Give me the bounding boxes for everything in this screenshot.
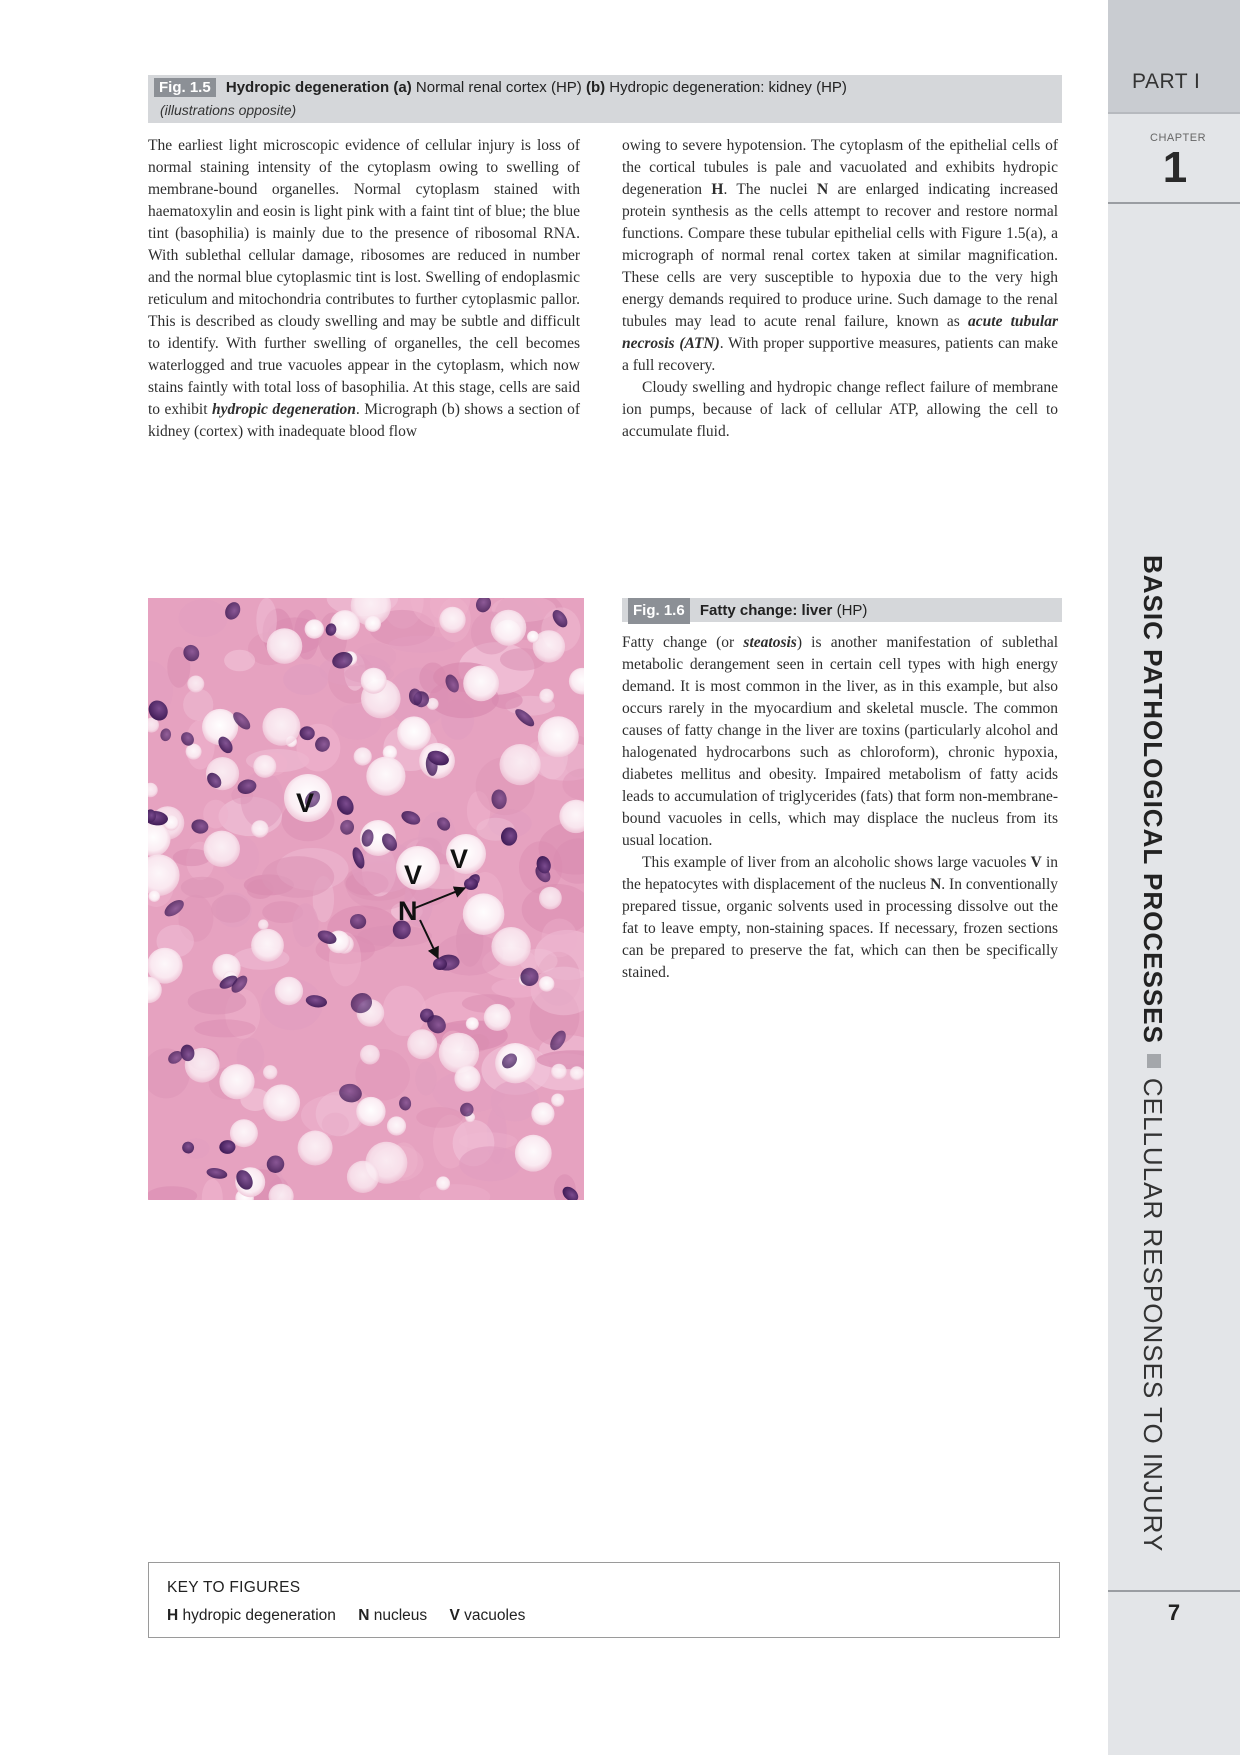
fig-1-6-caption: [622, 598, 1062, 622]
text-run: in the hepatocytes with displacement of the nucleus: [622, 854, 1059, 893]
key-letter-n: N: [816, 181, 829, 198]
vacuole: [463, 666, 499, 702]
vacuole: [538, 716, 579, 757]
key-items: [167, 1607, 543, 1625]
key-letter-v: V: [1030, 854, 1042, 871]
vacuole: [397, 716, 431, 750]
micrograph-label-n: N: [398, 896, 418, 926]
key-item: [449, 1607, 525, 1624]
micrograph-label-v: V: [296, 788, 315, 818]
fig-1-5-paragraph: [148, 135, 580, 443]
cytoplasm-patch: [211, 895, 250, 923]
key-letter-h: H: [711, 181, 724, 198]
vacuole: [251, 820, 268, 837]
fig-1-6-paragraph-1: [622, 632, 1058, 852]
vacuole: [515, 1135, 552, 1172]
key-letter: V: [449, 1607, 460, 1624]
cytoplasm-patch: [283, 664, 328, 695]
liver-micrograph: [148, 598, 584, 1200]
text-run: ) is another manifestation of sublethal metabolic derangement seen in certain cell types with high energy demand. It is most common in the liver, as in this example, but also occurs rarely in the myocardium and skeletal muscle. The common causes of fatty change in the liver are toxins (particularly alcohol and halogenated hydrocarbons such as chloroform), chronic hypoxia, diabetes mellitus and obesity. Impaired metabolism of fatty acids leads to accumulation of triglycerides (fats) that form non-membrane-bound vacuoles in cells, which may displace the nucleus from its usual location.: [622, 634, 1059, 849]
key-label: hydropic degeneration: [182, 1607, 336, 1624]
page-number: 7: [1167, 1600, 1181, 1625]
page-number-divider: [1108, 1590, 1240, 1592]
vacuole: [539, 689, 554, 704]
micrograph-label-v: V: [404, 860, 423, 890]
vacuole: [356, 1097, 385, 1126]
vacuole: [204, 831, 240, 867]
vacuole: [187, 676, 204, 693]
vacuole: [298, 1131, 333, 1166]
cytoplasm-patch: [292, 903, 318, 947]
micrograph-image: [148, 598, 584, 1200]
square-separator-icon: [1147, 1054, 1161, 1068]
vacuole: [527, 631, 539, 643]
key-item: [167, 1607, 336, 1624]
text-run: This example of liver from an alcoholic shows large vacuoles: [642, 854, 1027, 871]
fig-1-5-a-text: Normal renal cortex (HP): [415, 79, 582, 96]
fig-1-5-caption-line: [154, 78, 847, 97]
vacuole: [263, 1084, 300, 1121]
vacuole: [491, 927, 530, 966]
cytoplasm-patch: [179, 599, 228, 637]
vacuole: [305, 619, 324, 638]
fig-1-5-b-label: (b): [585, 79, 606, 96]
fig-1-5-text-right: [622, 135, 1058, 443]
chapter-sidebar: [1108, 0, 1240, 1755]
vacuole: [262, 708, 300, 746]
fig-1-6-suffix: (HP): [836, 602, 868, 619]
vacuole: [230, 1119, 258, 1147]
term-acute-tubular-necrosis: acute tubular necrosis (ATN): [622, 313, 1059, 352]
nucleus: [464, 878, 478, 890]
key-letter: N: [358, 1607, 370, 1624]
vacuole: [258, 919, 269, 930]
text-run: . Micrograph (b) shows a section of kidney (cortex) with inadequate blood flow: [148, 401, 581, 440]
term-steatosis: steatosis: [743, 634, 797, 651]
sidebar-divider: [1108, 202, 1240, 204]
key-label: nucleus: [373, 1607, 428, 1624]
part-tab: [1108, 0, 1240, 114]
vacuole: [186, 744, 202, 760]
cytoplasm-patch: [416, 1107, 463, 1128]
fig-1-5-paragraph-2: Cloudy swelling and hydropic change reflect failure of membrane ion pumps, because of lack of cellular ATP, allowing the cell to accumulate fluid.: [622, 379, 1058, 440]
micrograph-label-v: V: [450, 844, 469, 874]
vacuole: [253, 755, 276, 778]
nucleus: [433, 958, 447, 970]
fig-1-5-paragraph-cont: [622, 135, 1058, 377]
cytoplasm-patch: [262, 856, 334, 898]
fig-1-5-note: (illustrations opposite): [160, 102, 297, 118]
fig-1-6-text: [622, 632, 1058, 984]
key-item: [358, 1607, 427, 1624]
text-run: The earliest light microscopic evidence of cellular injury is loss of normal staining intensity of the cytoplasm owing to swelling of membrane-bound organelles. Normal cytoplasm stained with haematoxylin and eosin is light pink with a faint tint of blue; the blue tint (basophilia) is mainly due to the presence of ribosomal RNA. With sublethal cellular damage, ribosomes are reduced in number and the normal blue cytoplasmic tint is lost. Swelling of endoplasmic reticulum and mitochondria contributes to further cytoplasmic pallor. This is described as cloudy swelling and may be subtle and difficult to identify. With further swelling of organelles, the cell becomes waterlogged and true vacuoles appear in the cytoplasm, which now stains faintly with total loss of basophilia. At this stage, cells are said to exhibit: [148, 137, 580, 418]
key-letter-n: N: [930, 876, 942, 893]
vacuole: [539, 976, 555, 992]
fig-1-6-tag: Fig. 1.6: [628, 598, 690, 624]
key-to-figures: [148, 1562, 1060, 1638]
running-title-main: BASIC PATHOLOGICAL PROCESSES: [1138, 555, 1168, 1044]
vacuole: [149, 890, 161, 902]
vacuole: [219, 1064, 254, 1099]
vacuole: [267, 628, 303, 664]
vacuole: [531, 1102, 554, 1125]
vacuole: [539, 887, 562, 910]
vacuole: [463, 893, 505, 935]
fig-1-6-paragraph-2: [622, 852, 1058, 984]
vacuole: [484, 1004, 511, 1031]
vacuole: [491, 610, 527, 646]
fig-1-5-text-left: [148, 135, 580, 443]
chapter-tab: [1108, 114, 1240, 202]
term-hydropic-degeneration: hydropic degeneration: [211, 401, 356, 418]
running-title-sub: CELLULAR RESPONSES TO INJURY: [1138, 1077, 1168, 1553]
vacuole: [275, 977, 303, 1005]
running-title: [1137, 555, 1168, 1552]
fig-1-5-title: Hydropic degeneration: [225, 79, 390, 96]
vacuole: [354, 747, 372, 765]
fig-1-5-b-text: Hydropic degeneration: kidney (HP): [609, 79, 847, 96]
fig-1-6-title: Fatty change: liver: [699, 602, 833, 619]
vacuole: [570, 1066, 584, 1080]
text-run: . In conventionally prepared tissue, organic solvents used in processing dissolve out the fat to leave empty, non-staining spaces. If necessary, frozen sections can be prepared to preserve the fat, which can then be specifically stained.: [622, 876, 1059, 981]
part-label: PART I: [1132, 70, 1201, 93]
text-run: . With proper supportive measures, patients can make a full recovery.: [622, 335, 1059, 374]
cytoplasm-patch: [188, 989, 247, 1015]
vacuole: [551, 1094, 564, 1107]
fig-1-5-a-label: (a): [393, 79, 412, 96]
vacuole: [347, 1161, 379, 1193]
vacuole: [366, 757, 405, 796]
cytoplasm-patch: [459, 1146, 521, 1181]
text-run: owing to severe hypotension. The cytoplasm of the epithelial cells of the cortical tubules is pale and vacuolated and exhibits hydropic degeneration: [622, 137, 1058, 198]
key-title: KEY TO FIGURES: [167, 1579, 301, 1596]
cytoplasm-patch: [224, 650, 255, 672]
vacuole: [436, 1176, 450, 1190]
vacuole: [439, 607, 465, 633]
vacuole: [361, 668, 387, 694]
cytoplasm-patch: [383, 986, 427, 1036]
text-run: are enlarged indicating increased protein synthesis as the cells attempt to recover and restore normal functions. Compare these tubular epithelial cells with Figure 1.5(a), a micrograph of normal renal cortex taken at similar magnification. These cells are very susceptible to hypoxia due to the very high energy demands required to produce urine. Such damage to the renal tubules may lead to acute renal failure, known as: [622, 181, 1058, 330]
chapter-number: 1: [1162, 143, 1188, 192]
vacuole: [466, 1017, 479, 1030]
key-letter: H: [167, 1607, 179, 1624]
text-run: Fatty change (or: [622, 634, 735, 651]
cytoplasm-patch: [181, 877, 224, 898]
cytoplasm-patch: [194, 1019, 255, 1037]
chapter-label: CHAPTER: [1150, 132, 1207, 144]
text-run: . The nuclei: [723, 181, 808, 198]
vacuole: [500, 744, 541, 785]
key-label: vacuoles: [464, 1607, 526, 1624]
vacuole: [407, 1029, 437, 1059]
vacuole: [263, 1065, 277, 1079]
vacuole: [387, 1116, 406, 1135]
vacuole: [251, 929, 284, 962]
vacuole: [365, 616, 381, 632]
fig-1-5-tag: Fig. 1.5: [154, 78, 216, 97]
vacuole: [551, 1064, 567, 1080]
fig-1-5-caption: [148, 75, 1062, 123]
vacuole: [360, 1045, 380, 1065]
vacuole: [454, 1065, 480, 1091]
